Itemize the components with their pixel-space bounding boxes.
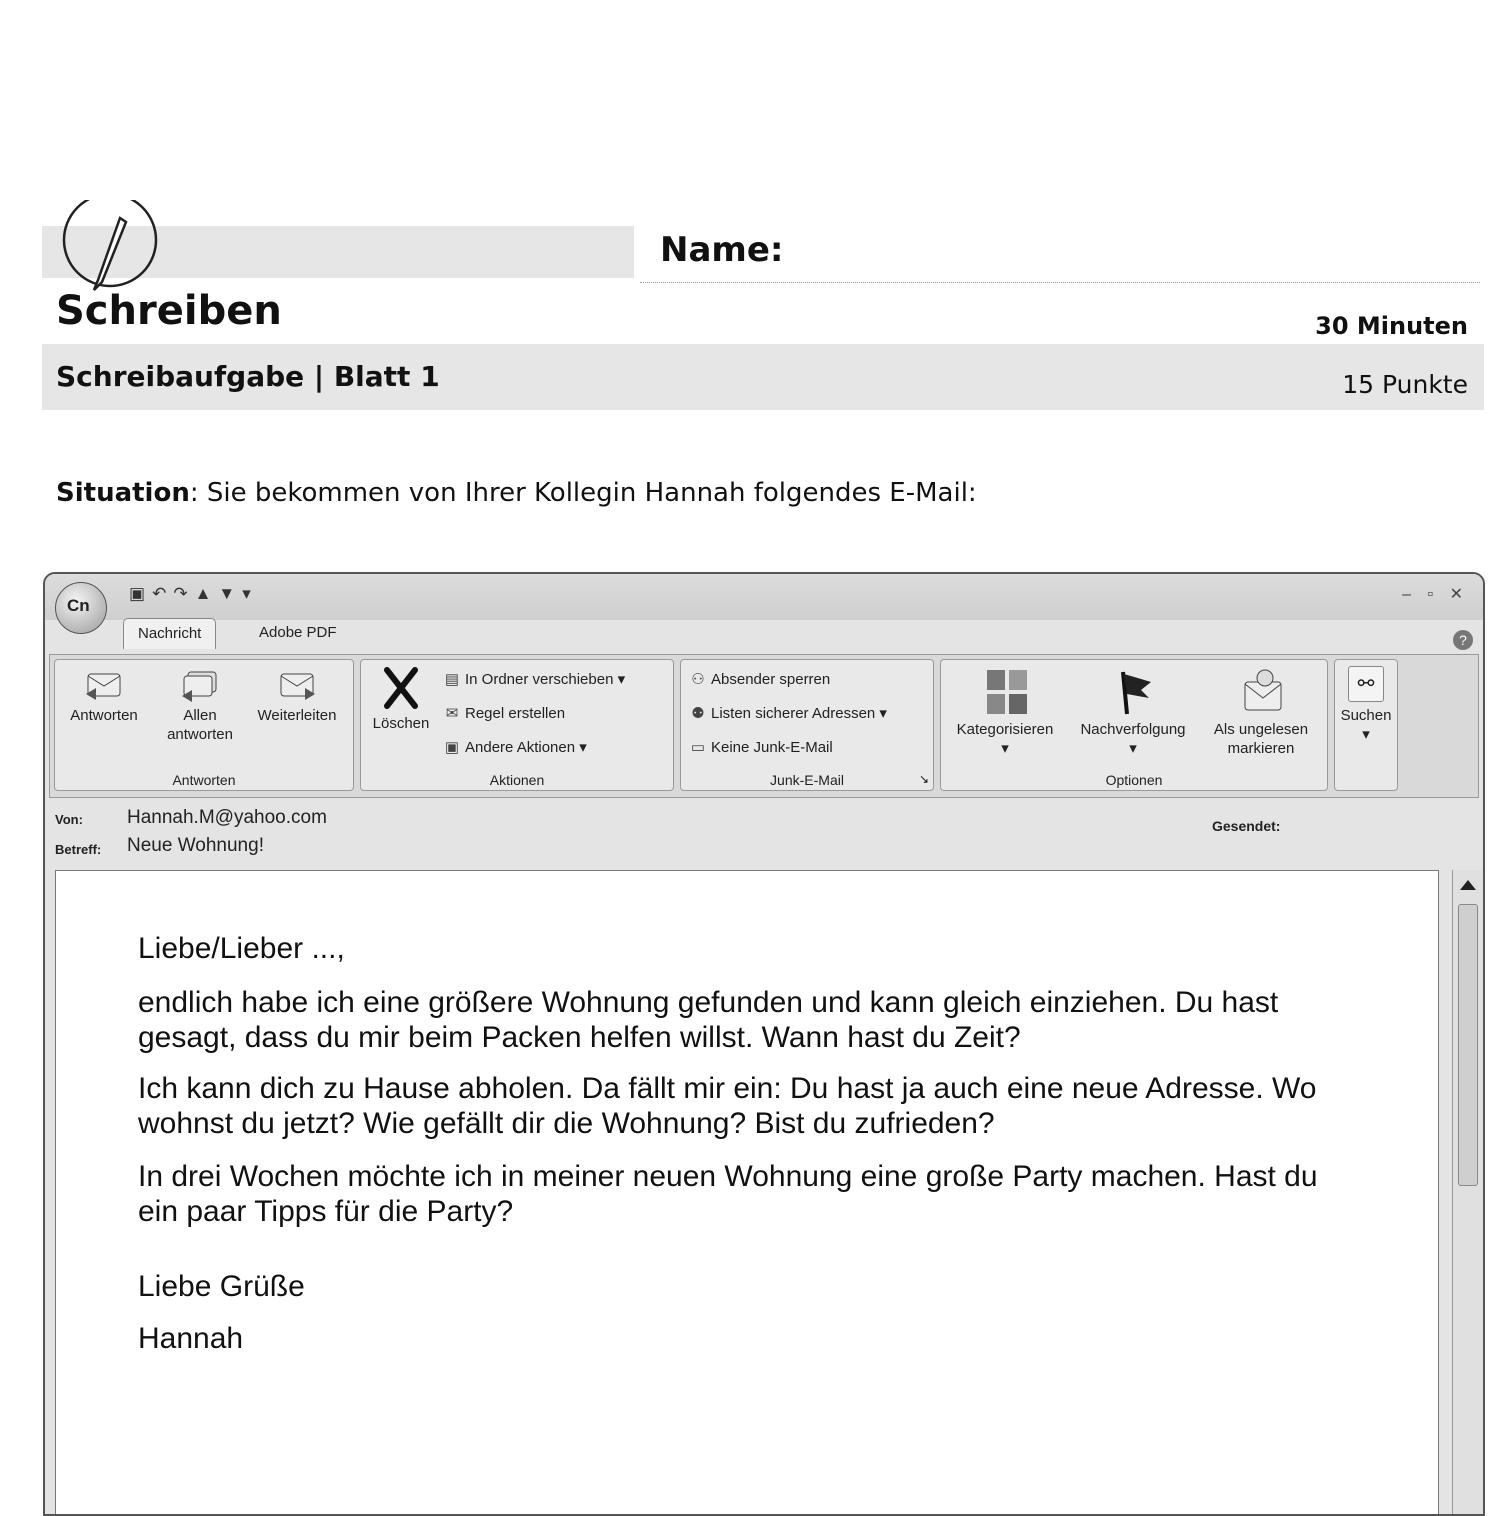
group-optionen (940, 659, 1328, 791)
tab-adobe-pdf[interactable]: Adobe PDF (259, 624, 337, 641)
name-line (640, 282, 1480, 283)
group-label-antworten: Antworten (172, 772, 236, 788)
categorize-button[interactable]: Kategorisieren ▾ (943, 668, 1067, 758)
next-item-icon[interactable]: ▼ (218, 584, 243, 603)
subject-value: Neue Wohnung! (127, 835, 264, 856)
group-junk (680, 659, 934, 791)
help-icon[interactable]: ? (1453, 630, 1473, 650)
rule-icon: ✉ (445, 705, 459, 722)
safe-lists-button[interactable]: ⚉ Listen sicherer Adressen ▾ (689, 700, 887, 728)
actions-icon: ▣ (444, 739, 460, 756)
paragraph-2: Ich kann dich zu Hause abholen. Da fällt mir ein: Du hast ja auch eine neue Adresse. Wo wohnst du jetzt? Wie gefällt dir die Wohnung? Bist du zufrieden? (138, 1072, 1317, 1140)
window-controls[interactable]: – ▫ ✕ (1402, 586, 1469, 603)
reply-all-button[interactable]: Allen antworten (155, 668, 245, 744)
block-sender-button[interactable]: ⚇ Absender sperren (689, 666, 830, 694)
block-sender-icon: ⚇ (691, 671, 705, 688)
mark-unread-icon (1241, 668, 1281, 716)
scroll-up-icon[interactable] (1460, 880, 1476, 890)
group-label-optionen: Optionen (1105, 772, 1163, 788)
paragraph-3: In drei Wochen möchte ich in meiner neuen Wohnung eine große Party machen. Hast du ein paar Tipps für die Party? (138, 1160, 1318, 1228)
ribbon (49, 654, 1479, 798)
pencil-icon (58, 200, 162, 296)
redo-icon[interactable]: ↷ (173, 584, 195, 603)
mark-unread-button[interactable]: Als ungelesen markieren (1199, 668, 1323, 758)
search-button[interactable]: ⚯ Suchen ▾ (1337, 666, 1395, 744)
signature: Hannah (138, 1322, 244, 1355)
dialog-launcher-icon[interactable]: ↘ (918, 772, 929, 786)
follow-up-button[interactable]: Nachverfolgung ▾ (1069, 668, 1197, 758)
scroll-thumb[interactable] (1458, 904, 1478, 1186)
reply-all-icon (180, 668, 220, 702)
closing: Liebe Grüße (138, 1270, 305, 1303)
sent-label: Gesendet: (1212, 818, 1281, 834)
create-rule-button[interactable]: ✉ Regel erstellen (443, 700, 565, 728)
previous-item-icon[interactable]: ▲ (194, 584, 219, 603)
binoculars-icon: ⚯ (1348, 666, 1384, 702)
not-junk-icon: ▭ (690, 739, 706, 756)
office-button[interactable]: Cn (55, 582, 107, 634)
from-value[interactable]: Hannah.M@yahoo.com (127, 807, 327, 828)
group-aktionen (360, 659, 674, 791)
safe-lists-icon: ⚉ (691, 705, 705, 722)
vertical-scrollbar[interactable] (1452, 870, 1483, 1516)
other-actions-button[interactable]: ▣ Andere Aktionen ▾ (443, 734, 587, 762)
flag-icon (1113, 668, 1153, 716)
undo-icon[interactable]: ↶ (152, 584, 174, 603)
title-bar (45, 574, 1483, 620)
points: 15 Punkte (1342, 370, 1468, 399)
tab-nachricht[interactable]: Nachricht (123, 618, 216, 649)
forward-icon (277, 668, 317, 702)
subject-label: Betreff: (55, 842, 102, 857)
email-window (43, 572, 1485, 1516)
group-label-junk: Junk-E-Mail (770, 772, 844, 788)
section-title: Schreiben (56, 288, 282, 334)
message-body[interactable] (55, 870, 1439, 1516)
save-icon[interactable]: ▣ (129, 584, 153, 603)
duration: 30 Minuten (1315, 312, 1468, 340)
name-label: Name: (660, 230, 784, 270)
delete-icon (381, 666, 421, 710)
folder-icon: ▤ (444, 671, 460, 688)
categorize-icon (985, 668, 1025, 716)
group-suchen (1334, 659, 1398, 791)
not-junk-button[interactable]: ▭ Keine Junk-E-Mail (689, 734, 833, 762)
forward-button[interactable]: Weiterleiten (247, 668, 347, 725)
quick-access-toolbar[interactable] (129, 584, 258, 604)
group-label-aktionen: Aktionen (489, 772, 545, 788)
situation (56, 478, 977, 508)
move-to-folder-button[interactable]: ▤ In Ordner verschieben ▾ (443, 666, 625, 694)
reply-icon (84, 668, 124, 702)
paragraph-1: endlich habe ich eine größere Wohnung gefunden und kann gleich einziehen. Du hast gesagt, dass du mir beim Packen helfen willst. Wann hast du Zeit? (138, 986, 1279, 1054)
delete-button[interactable]: Löschen (365, 666, 437, 733)
reply-button[interactable]: Antworten (59, 668, 149, 725)
situation-text: : Sie bekommen von Ihrer Kollegin Hannah folgendes E-Mail: (189, 478, 977, 508)
group-antworten (54, 659, 354, 791)
customize-toolbar-icon[interactable]: ▾ (242, 584, 258, 603)
situation-label: Situation (56, 478, 190, 508)
from-label: Von: (55, 812, 83, 827)
greeting: Liebe/Lieber ..., (138, 932, 345, 965)
task-title: Schreibaufgabe | Blatt 1 (56, 360, 440, 393)
